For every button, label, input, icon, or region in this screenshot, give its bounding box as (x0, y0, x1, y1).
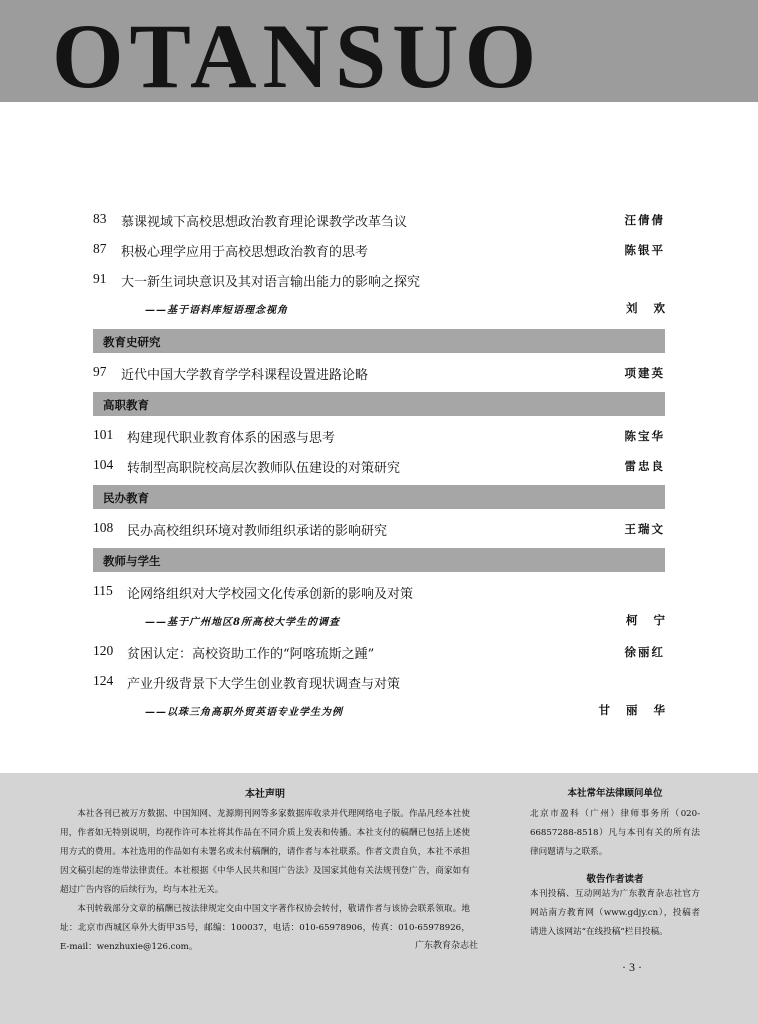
page-ref: 120 (93, 643, 114, 658)
page-ref: 97 (93, 364, 107, 379)
toc-subtitle-row (93, 607, 681, 637)
article-title: 积极心理学应用于高校思想政治教育的思考 (121, 245, 369, 260)
article-author: 王瑞文 (624, 522, 665, 536)
page-ref: 115 (93, 583, 113, 598)
table-of-contents (93, 205, 681, 727)
page-ref: 108 (93, 520, 114, 535)
article-title: 产业升级背景下大学生创业教育现状调查与对策 (127, 677, 401, 692)
section-header (93, 329, 665, 353)
legal-counsel-heading: 本社常年法律顾问单位 (567, 788, 663, 799)
legal-counsel-text: 北京市盈科（广州）律师事务所（020-66857288-8518）凡与本刊有关的所有法律问题请与之联系。 (530, 809, 700, 857)
article-author: 项建英 (624, 366, 665, 380)
statement-paragraph: 本社各刊已被万方数据、中国知网、龙源期刊网等多家数据库收录并代理网络电子版。作品凡经本社使用，作者如无特别说明，均视作许可本社将其作品在不同介质上发表和传播。本社支付的稿酬已包括上述使用方式的费用。本社选用的作品如有未署名或未付稿酬的，请作者与本社联系。作者文责自负，本社不承担因文稿引起的连带法律责任。本社根据《中华人民共和国广告法》及国家其他有关法规刊登广告，商家如有超过广告内容的后续行为，均与本社无关。 (60, 809, 470, 895)
page-ref: 87 (93, 241, 107, 256)
toc-subtitle-row (93, 295, 681, 325)
toc-entry (93, 205, 665, 235)
author-notice-text: 本刊投稿、互动网站为广东教育杂志社官方网站南方教育网（www.gdjy.cn），投稿者请进入该网站“在线投稿”栏目投稿。 (530, 889, 700, 937)
article-title: 论网络组织对大学校园文化传承创新的影响及对策 (127, 587, 414, 602)
toc-entry (93, 421, 665, 451)
statement-heading: 本社声明 (245, 789, 285, 800)
magazine-title: OTANSUO (52, 5, 543, 102)
section-header (93, 485, 665, 509)
article-title: 民办高校组织环境对教师组织承诺的影响研究 (127, 524, 388, 539)
section-title: 高职教育 (103, 398, 149, 412)
section-header (93, 548, 665, 572)
article-author: 陈银平 (624, 243, 665, 257)
article-title: 大一新生词块意识及其对语言输出能力的影响之探究 (121, 275, 421, 290)
article-author: 刘欢 (626, 301, 681, 315)
article-title: 慕课视域下高校思想政治教育理论课教学改革刍议 (121, 215, 408, 230)
toc-entry (93, 265, 665, 295)
article-author: 雷忠良 (624, 459, 665, 473)
toc-entry (93, 358, 665, 388)
toc-entry (93, 637, 665, 667)
page-ref: 124 (93, 673, 114, 688)
article-subtitle: ——基于广州地区8所高校大学生的调查 (145, 617, 340, 628)
statement-text (60, 805, 470, 957)
toc-entry (93, 514, 665, 544)
page-ref: 91 (93, 271, 107, 286)
article-subtitle: ——以珠三角高职外贸英语专业学生为例 (145, 707, 343, 718)
article-author: 陈宝华 (624, 429, 665, 443)
article-author: 柯宁 (626, 613, 681, 627)
toc-entry (93, 577, 665, 607)
toc-entry (93, 667, 665, 697)
article-author: 汪倩倩 (624, 213, 665, 227)
section-title: 民办教育 (103, 491, 149, 505)
article-author: 甘丽华 (598, 703, 681, 717)
article-subtitle: ——基于语料库短语理念视角 (145, 305, 288, 316)
header-banner (0, 0, 758, 102)
page-number: · 3 · (622, 960, 642, 974)
publisher-signature: 广东教育杂志社 (414, 941, 478, 951)
page-ref: 83 (93, 211, 107, 226)
author-notice-heading: 敬告作者读者 (586, 874, 644, 885)
section-title: 教育史研究 (103, 335, 161, 349)
section-header (93, 392, 665, 416)
article-title: 构建现代职业教育体系的困惑与思考 (127, 431, 336, 446)
page-ref: 104 (93, 457, 114, 472)
toc-subtitle-row (93, 697, 681, 727)
section-title: 教师与学生 (103, 554, 161, 568)
statement-paragraph: 本刊转载部分文章的稿酬已按法律规定交由中国文字著作权协会转付，敬请作者与该协会联系领取。地址：北京市西城区阜外大街甲35号，邮编：100037，电话：010-65978906，传真：010-65978926，E-mail：wenzhuxie@126.com。 (60, 904, 470, 952)
article-title: 转制型高职院校高层次教师队伍建设的对策研究 (127, 461, 401, 476)
article-title: 贫困认定：高校资助工作的“阿喀琉斯之踵” (127, 647, 375, 662)
footer-notice-panel (0, 773, 758, 1024)
article-author: 徐丽红 (624, 645, 665, 659)
article-title: 近代中国大学教育学学科课程设置进路论略 (121, 368, 369, 383)
page-ref: 101 (93, 427, 114, 442)
toc-entry (93, 451, 665, 481)
toc-entry (93, 235, 665, 265)
